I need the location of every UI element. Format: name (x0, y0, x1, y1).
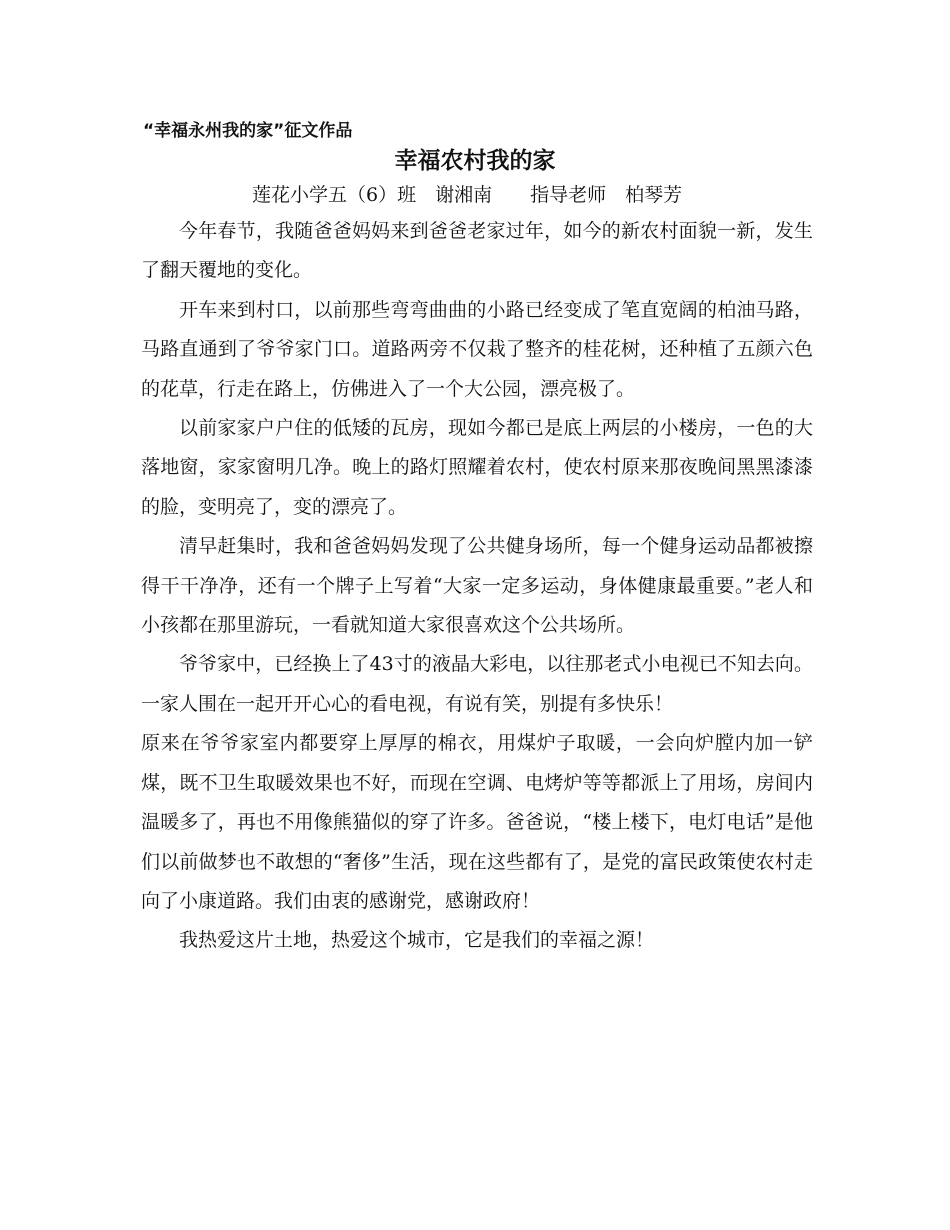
paragraph: 爷爷家中，已经换上了43寸的液晶大彩电，以往那老式小电视已不知去向。一家人围在一起开开心心的看电视，有说有笑，别提有多快乐！ (141, 653, 813, 715)
author-byline: 莲花小学五（6）班 谢湘南 指导老师 柏琴芳 (252, 184, 683, 206)
paragraph: 我热爱这片土地，热爱这个城市，它是我们的幸福之源！ (179, 929, 655, 952)
paragraph: 清早赶集时，我和爸爸妈妈发现了公共健身场所，每一个健身运动品都被擦得干干净净，还有一个牌子上写着“大家一定多运动，身体健康最重要。”老人和小孩都在那里游玩，一看就知道大家很喜欢这个公共场所。 (141, 535, 813, 637)
paragraph: 原来在爷爷家室内都要穿上厚厚的棉衣，用煤炉子取暖，一会向炉膛内加一铲煤，既不卫生取暖效果也不好，而现在空调、电烤炉等等都派上了用场，房间内温暖多了，再也不用像熊猫似的穿了许多。爸爸说，“楼上楼下，电灯电话”是他们以前做梦也不敢想的“奢侈”生活，现在这些都有了，是党的富民政策使农村走向了小康道路。我们由衷的感谢党，感谢政府！ (141, 732, 813, 912)
paragraph: 今年春节，我随爸爸妈妈来到爸爸老家过年，如今的新农村面貌一新，发生了翻天覆地的变化。 (141, 220, 813, 282)
page-title: 幸福农村我的家 (394, 148, 556, 174)
essay-body (141, 212, 813, 961)
essay-category-label: “幸福永州我的家”征文作品 (143, 121, 353, 141)
paragraph: 以前家家户户住的低矮的瓦房，现如今都已是底上两层的小楼房，一色的大落地窗，家家窗明几净。晚上的路灯照耀着农村，使农村原来那夜晚间黑黑漆漆的脸，变明亮了，变的漂亮了。 (141, 417, 813, 518)
paragraph: 开车来到村口，以前那些弯弯曲曲的小路已经变成了笔直宽阔的柏油马路，马路直通到了爷爷家门口。道路两旁不仅栽了整齐的桂花树，还种植了五颜六色的花草，行走在路上，仿佛进入了一个大公园，漂亮极了。 (141, 298, 813, 400)
